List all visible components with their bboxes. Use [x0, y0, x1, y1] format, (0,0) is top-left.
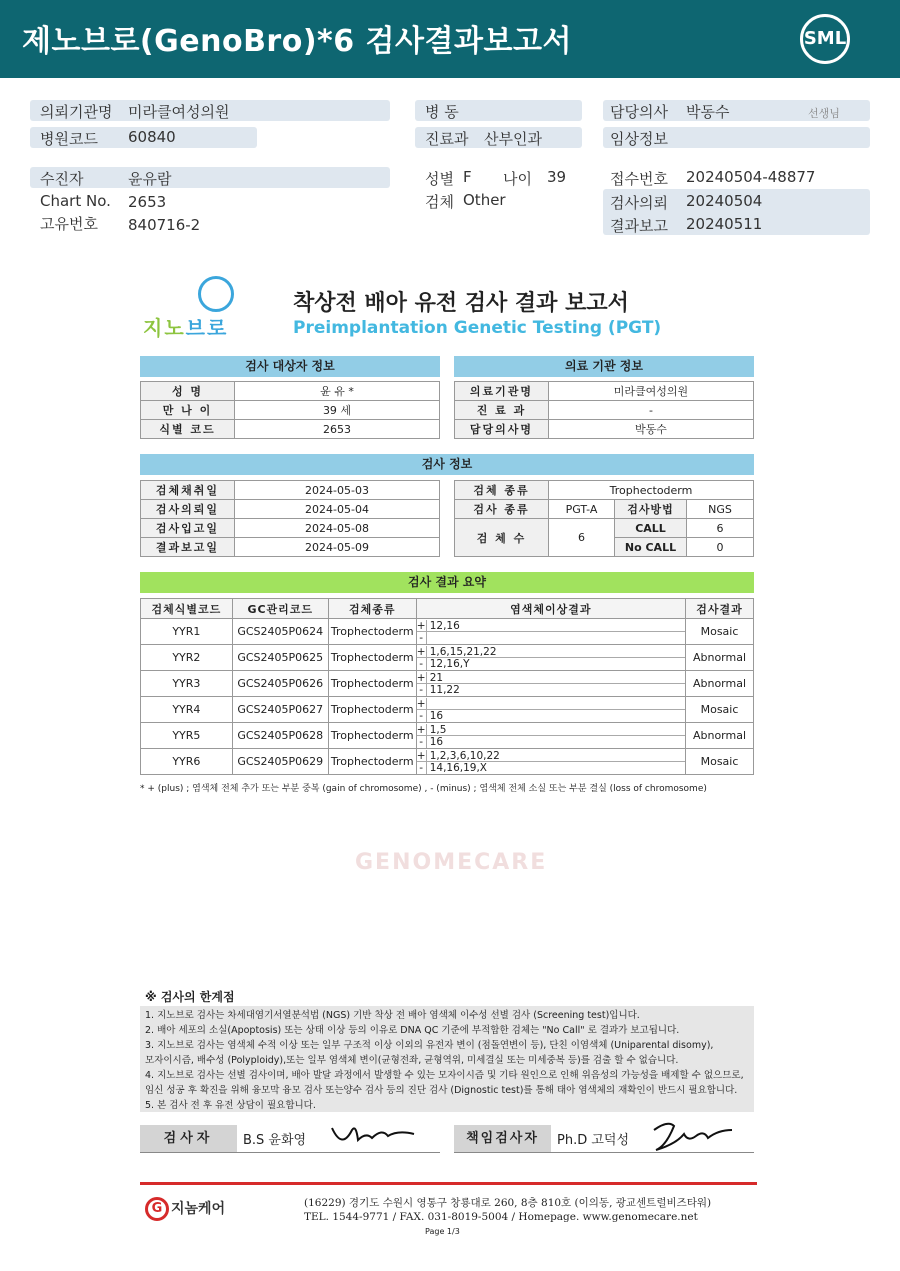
chromosome-minus-line — [417, 762, 685, 774]
hospital-code: 60840 — [128, 128, 176, 146]
table-row — [141, 619, 754, 645]
request-org: 미라클여성의원 — [128, 103, 230, 121]
limitation-line: 2. 배아 세포의 소실(Apoptosis) 또는 상태 이상 등의 이유로 DNA QC 기준에 부적합한 검체는 "No Call" 로 결과가 보고됩니다. — [145, 1025, 680, 1036]
plus-sign: + — [416, 749, 426, 762]
cell-result: Abnormal — [686, 645, 754, 671]
cell-gc: GCS2405P0624 — [232, 619, 328, 645]
cell-result: Mosaic — [686, 749, 754, 775]
chromosome-minus-line — [417, 736, 685, 748]
cell-id: YYR4 — [141, 697, 233, 723]
chromosome-plus-line — [417, 750, 685, 762]
specimen: Other — [463, 191, 506, 209]
received-label: 검사입고일 — [141, 519, 235, 538]
cell-gc: GCS2405P0629 — [232, 749, 328, 775]
collect-label: 검체채취일 — [141, 481, 235, 500]
name-label: 성 명 — [141, 382, 235, 401]
nocall-label: No CALL — [615, 538, 687, 557]
sml-logo: SML — [800, 14, 850, 64]
age: 39 — [547, 168, 567, 186]
report-subtitle: Preimplantation Genetic Testing (PGT) — [293, 318, 662, 338]
plus-sign: + — [416, 645, 426, 658]
watermark: GENOMECARE — [355, 850, 548, 875]
table-row — [141, 723, 754, 749]
cell-chromosome — [416, 749, 685, 775]
patient-name: 윤유람 — [128, 170, 172, 188]
contact-line: TEL. 1544-9771 / FAX. 031-8019-5004 / Homepage. www.genomecare.net — [304, 1211, 698, 1223]
chromosome-plus-line — [417, 646, 685, 658]
results-heading: 검사 결과 요약 — [140, 572, 754, 593]
specimen-type: Trophectoderm — [549, 481, 754, 500]
limitation-line: 모자이시즘, 배수성 (Polyploidy),또는 일부 염색체 변이(균형전좌, 균형역위, 미세결실 또는 미세중복 등)를 검출 할 수 없습니다. — [145, 1055, 679, 1066]
cell-result: Mosaic — [686, 619, 754, 645]
subject-info-heading: 검사 대상자 정보 — [140, 356, 440, 377]
col-header: 검사결과 — [686, 599, 754, 619]
request-date-label: 검사의뢰 — [610, 194, 668, 212]
dna-icon — [198, 276, 234, 312]
cell-result: Abnormal — [686, 671, 754, 697]
test-type-label: 검사 종류 — [455, 500, 549, 519]
chief-signature — [648, 1116, 738, 1156]
specimen-label: 검체 — [425, 193, 454, 211]
report-title: 착상전 배아 유전 검사 결과 보고서 — [293, 291, 629, 316]
call-label: CALL — [615, 519, 687, 538]
dept-label: 진료과 — [425, 130, 469, 148]
minus-value: 11,22 — [429, 683, 460, 696]
clinic-info-table — [454, 381, 754, 439]
minus-sign: - — [417, 736, 427, 748]
cell-gc: GCS2405P0626 — [232, 671, 328, 697]
specimen-type-label: 검체 종류 — [455, 481, 549, 500]
chromosome-plus-line — [417, 698, 685, 710]
genomecare-mark: G — [145, 1197, 169, 1221]
limitation-line: 5. 본 검사 전 후 유전 상담이 필요합니다. — [145, 1100, 316, 1111]
clinical-label: 임상정보 — [610, 130, 668, 148]
genobro-logo — [140, 276, 255, 340]
plus-value: 12,16 — [429, 619, 460, 632]
plus-sign: + — [416, 619, 426, 632]
chromosome-minus-line — [417, 632, 685, 644]
logo-text-a: 지노 — [143, 316, 186, 340]
limitations-title: ※ 검사의 한계점 — [145, 990, 235, 1004]
receipt-label: 접수번호 — [610, 170, 668, 188]
subject-name: 윤 유 * — [235, 382, 440, 401]
cell-chromosome — [416, 723, 685, 749]
chromosome-minus-line — [417, 710, 685, 722]
logo-text-b: 브로 — [185, 316, 229, 340]
results-footnote: * + (plus) ; 염색체 전체 추가 또는 부분 중복 (gain of chromosome) , - (minus) ; 염색체 전체 소실 또는 부분 결실 (loss of chromosome) — [140, 784, 707, 794]
chart-no: 2653 — [128, 193, 167, 211]
hospital-code-label: 병원코드 — [40, 130, 98, 148]
genomecare-logo — [145, 1197, 225, 1221]
page-number: Page 1/3 — [425, 1227, 460, 1236]
collect-date: 2024-05-03 — [235, 481, 440, 500]
cell-result: Mosaic — [686, 697, 754, 723]
patient-label: 수진자 — [40, 170, 84, 188]
minus-sign: - — [417, 710, 427, 722]
request-date: 20240504 — [686, 192, 763, 210]
dept: 산부인과 — [484, 130, 542, 148]
doctor: 박동수 — [686, 103, 730, 121]
chart-label: Chart No. — [40, 192, 111, 210]
cell-id: YYR1 — [141, 619, 233, 645]
top-bar — [0, 0, 900, 78]
minus-sign: - — [417, 762, 427, 774]
report-label: 결과보고일 — [141, 538, 235, 557]
cell-gc: GCS2405P0627 — [232, 697, 328, 723]
footer-divider — [140, 1182, 757, 1185]
divider — [454, 1152, 754, 1153]
call: 6 — [687, 519, 754, 538]
cell-gc: GCS2405P0625 — [232, 645, 328, 671]
subject-code: 2653 — [235, 420, 440, 439]
address-line: (16229) 경기도 수원시 영통구 창룡대로 260, 8층 810호 (이의동, 광교센트럴비즈타워) — [304, 1197, 712, 1209]
subject-age: 39 세 — [235, 401, 440, 420]
doctor-suffix: 선생님 — [808, 107, 840, 120]
code-label: 식별 코드 — [141, 420, 235, 439]
results-table — [140, 598, 754, 775]
doctor-label: 담당의사명 — [455, 420, 549, 439]
cell-chromosome — [416, 645, 685, 671]
id-label: 고유번호 — [40, 215, 98, 233]
cell-type: Trophectoderm — [328, 619, 416, 645]
tester-label: 검사자 — [140, 1125, 237, 1152]
chromosome-minus-line — [417, 658, 685, 670]
plus-value: 21 — [429, 671, 444, 684]
cell-id: YYR5 — [141, 723, 233, 749]
plus-sign: + — [416, 671, 426, 684]
sex-label: 성별 — [425, 170, 454, 188]
cell-type: Trophectoderm — [328, 671, 416, 697]
cell-type: Trophectoderm — [328, 645, 416, 671]
row-bg — [30, 167, 390, 188]
nocall: 0 — [687, 538, 754, 557]
receipt-no: 20240504-48877 — [686, 168, 816, 186]
col-header: 검체종류 — [328, 599, 416, 619]
cell-result: Abnormal — [686, 723, 754, 749]
cell-type: Trophectoderm — [328, 749, 416, 775]
cell-type: Trophectoderm — [328, 697, 416, 723]
doctor-label: 담당의사 — [610, 103, 668, 121]
minus-value: 16 — [429, 709, 444, 722]
cell-id: YYR2 — [141, 645, 233, 671]
plus-value: 1,6,15,21,22 — [429, 645, 497, 658]
tester-name: B.S 윤화영 — [243, 1133, 307, 1148]
test-type: PGT-A — [549, 500, 615, 519]
limitation-line: 1. 지노브로 검사는 차세대염기서열분석법 (NGS) 기반 착상 전 배아 염색체 이수성 선별 검사 (Screening test)입니다. — [145, 1010, 640, 1021]
method-label: 검사방법 — [615, 500, 687, 519]
page-title: 제노브로(GenoBro)*6 검사결과보고서 — [22, 24, 572, 59]
table-row — [141, 697, 754, 723]
limitations-box — [140, 1006, 754, 1112]
cell-chromosome — [416, 619, 685, 645]
cell-id: YYR3 — [141, 671, 233, 697]
company-name: 지놈케어 — [171, 1201, 226, 1217]
cell-chromosome — [416, 671, 685, 697]
method: NGS — [687, 500, 754, 519]
age-label: 나이 — [503, 170, 532, 188]
plus-value — [427, 698, 430, 709]
chromosome-minus-line — [417, 684, 685, 696]
clinic-dept: - — [549, 401, 754, 420]
chromosome-plus-line — [417, 672, 685, 684]
report-date-label: 결과보고 — [610, 217, 668, 235]
col-header: 염색체이상결과 — [416, 599, 685, 619]
clinic-info-heading: 의료 기관 정보 — [454, 356, 754, 377]
plus-value: 1,5 — [429, 723, 447, 736]
cell-id: YYR6 — [141, 749, 233, 775]
tester-signature — [328, 1118, 418, 1154]
minus-value: 12,16,Y — [429, 657, 470, 670]
company-address — [304, 1196, 711, 1224]
request-date: 2024-05-04 — [235, 500, 440, 519]
table-row — [141, 749, 754, 775]
subject-info-table — [140, 381, 440, 439]
limitation-line: 임신 성공 후 확진을 위해 융모막 융모 검사 또는양수 검사 등의 진단 검사 (Dignostic test)를 통해 태아 염색체의 재확인이 반드시 필요합니다. — [145, 1085, 738, 1096]
clinic-doctor: 박동수 — [549, 420, 754, 439]
table-row — [141, 671, 754, 697]
age-label: 만 나 이 — [141, 401, 235, 420]
received-date: 2024-05-08 — [235, 519, 440, 538]
org-label: 의료기관명 — [455, 382, 549, 401]
plus-sign: + — [416, 697, 426, 710]
chromosome-plus-line — [417, 620, 685, 632]
cell-gc: GCS2405P0628 — [232, 723, 328, 749]
limitation-line: 3. 지노브로 검사는 염색체 수적 이상 또는 일부 구조적 이상 이외의 유전자 변이 (점돌연변이 등), 단친 이염색체 (Uniparental disomy), — [145, 1040, 714, 1051]
minus-sign: - — [417, 684, 427, 696]
plus-sign: + — [416, 723, 426, 736]
report-date: 20240511 — [686, 215, 763, 233]
count-label: 검 체 수 — [455, 519, 549, 557]
plus-value: 1,2,3,6,10,22 — [429, 749, 500, 762]
table-row — [141, 645, 754, 671]
count: 6 — [549, 519, 615, 557]
request-org-label: 의뢰기관명 — [40, 103, 113, 121]
limitation-line: 4. 지노브로 검사는 선별 검사이며, 배아 발달 과정에서 발생할 수 있는 모자이시즘 및 기타 원인으로 인해 위음성의 가능성을 배제할 수 없으므로, — [145, 1070, 744, 1081]
test-detail-table — [454, 480, 754, 557]
minus-sign: - — [417, 632, 427, 644]
sex: F — [463, 168, 472, 186]
col-header: GC관리코드 — [232, 599, 328, 619]
test-info-heading: 검사 정보 — [140, 454, 754, 475]
chromosome-plus-line — [417, 724, 685, 736]
chief-name: Ph.D 고덕성 — [557, 1133, 630, 1148]
minus-sign: - — [417, 658, 427, 670]
cell-chromosome — [416, 697, 685, 723]
divider — [140, 1152, 440, 1153]
test-dates-table — [140, 480, 440, 557]
col-header: 검체식별코드 — [141, 599, 233, 619]
id-no: 840716-2 — [128, 216, 201, 234]
cell-type: Trophectoderm — [328, 723, 416, 749]
request-label: 검사의뢰일 — [141, 500, 235, 519]
minus-value: 14,16,19,X — [429, 761, 487, 774]
clinic-org: 미라클여성의원 — [549, 382, 754, 401]
minus-value: 16 — [429, 735, 444, 748]
chief-label: 책임검사자 — [454, 1125, 551, 1152]
ward-label: 병 동 — [425, 103, 459, 121]
minus-value — [427, 632, 430, 644]
dept-label: 진 료 과 — [455, 401, 549, 420]
report-date: 2024-05-09 — [235, 538, 440, 557]
